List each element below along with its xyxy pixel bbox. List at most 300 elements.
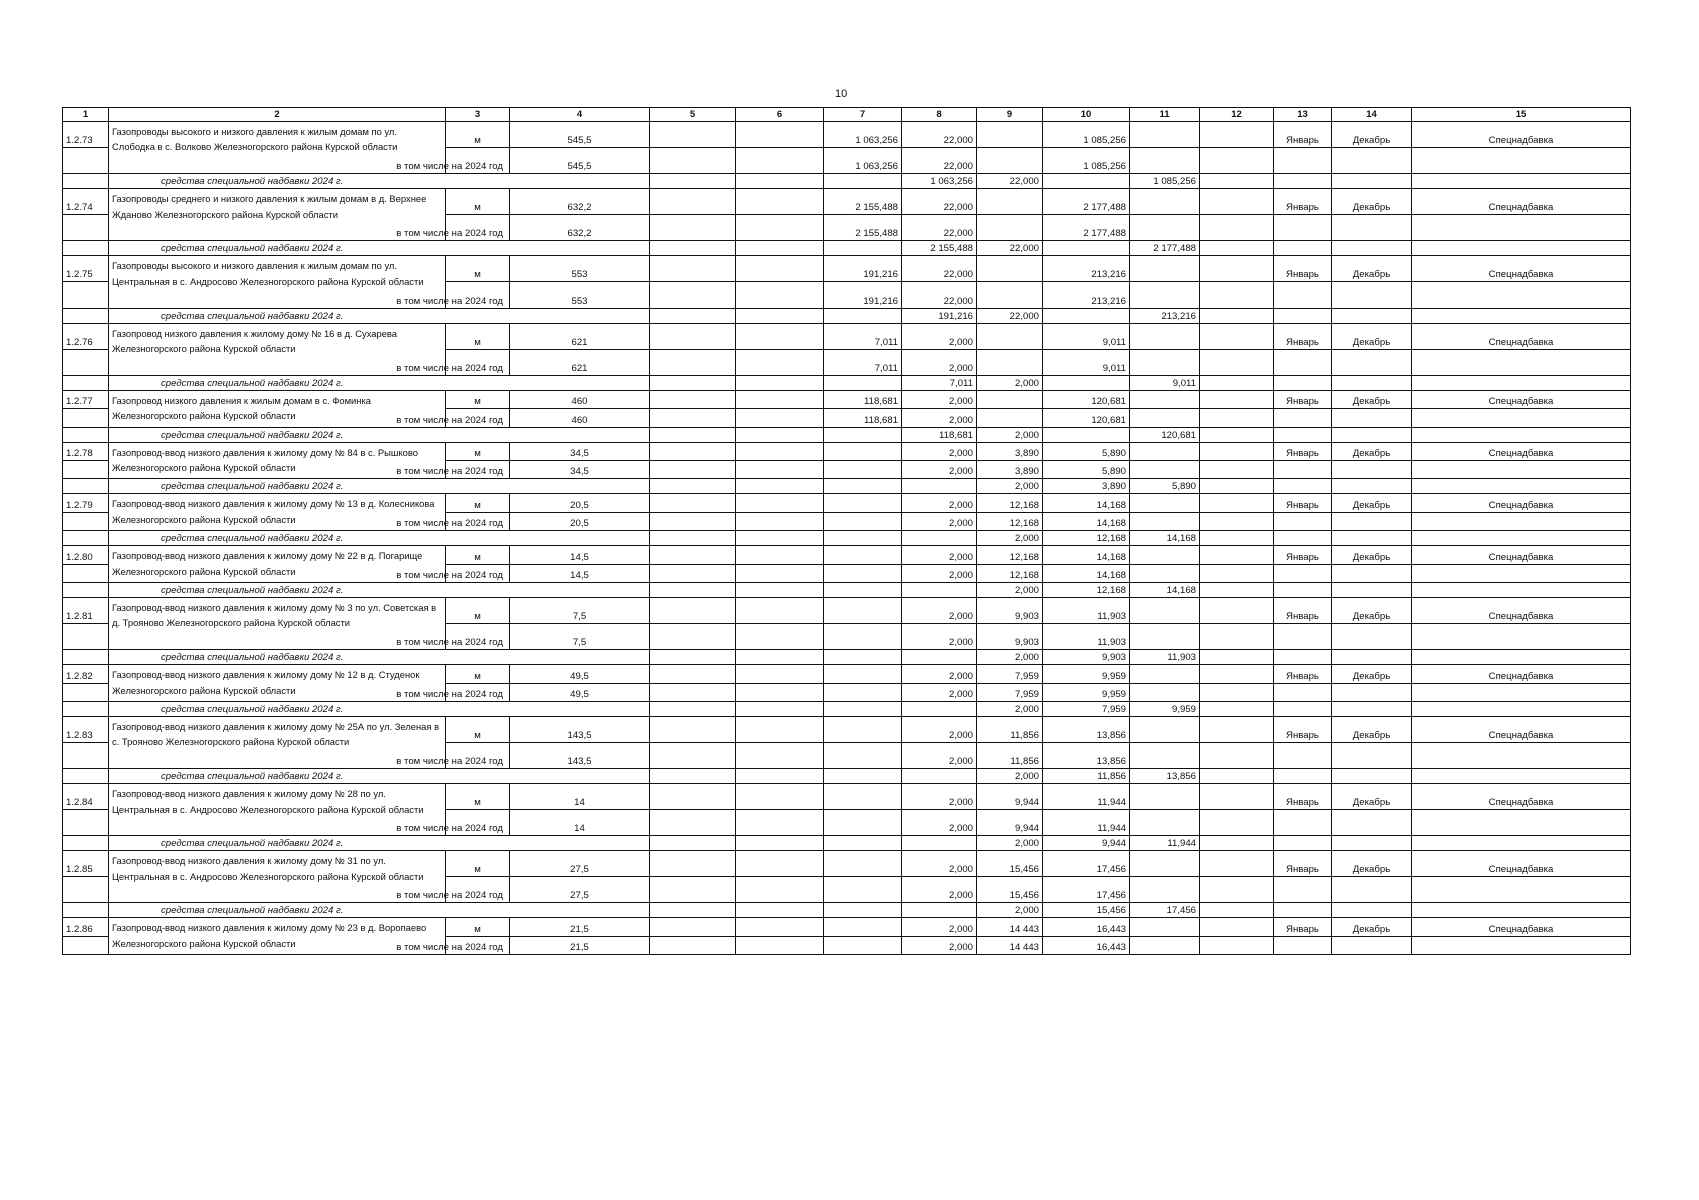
empty-cell xyxy=(1274,743,1332,769)
fund-col-7 xyxy=(902,836,977,851)
item-code: 1.2.75 xyxy=(63,256,109,282)
item-length: 621 xyxy=(510,323,650,349)
empty-cell xyxy=(1274,409,1332,427)
empty-cell xyxy=(1274,810,1332,836)
subtotal-label: в том числе на 2024 год xyxy=(446,282,510,308)
fund-col-9 xyxy=(1043,241,1130,256)
column-number: 14 xyxy=(1332,108,1412,122)
item-start-month: Январь xyxy=(1274,546,1332,564)
empty-cell xyxy=(736,189,824,215)
subtotal-col-8: 2,000 xyxy=(902,683,977,701)
item-col-8: 2,000 xyxy=(902,597,977,623)
item-name: Газопроводы высокого и низкого давления к жилым домам по ул. Слободка в с. Волково Железногорского района Курской области xyxy=(109,122,446,174)
empty-cell xyxy=(650,479,736,494)
empty-cell xyxy=(736,494,824,512)
empty-cell xyxy=(1332,375,1412,390)
empty-cell xyxy=(1332,460,1412,478)
subtotal-col-7 xyxy=(824,810,902,836)
empty-cell xyxy=(650,743,736,769)
table-row xyxy=(63,442,1631,460)
empty-cell xyxy=(1130,323,1200,349)
empty-cell xyxy=(1332,743,1412,769)
fund-col-7: 7,011 xyxy=(902,375,977,390)
empty-cell xyxy=(650,546,736,564)
empty-cell xyxy=(63,460,109,478)
subtotal-col-10: 5,890 xyxy=(1043,460,1130,478)
fund-col-7 xyxy=(902,701,977,716)
table-row-fund xyxy=(63,769,1631,784)
fund-label: средства специальной надбавки 2024 г. xyxy=(109,836,650,851)
item-col-8: 2,000 xyxy=(902,716,977,742)
empty-cell xyxy=(63,427,109,442)
empty-cell xyxy=(1412,903,1631,918)
empty-cell xyxy=(63,409,109,427)
empty-cell xyxy=(650,427,736,442)
item-col-8: 2,000 xyxy=(902,918,977,936)
item-name: Газопровод-ввод низкого давления к жилому дому № 28 по ул. Центральная в с. Андросово Железногорского района Курской области xyxy=(109,784,446,836)
subtotal-col-9: 3,890 xyxy=(977,460,1043,478)
empty-cell xyxy=(63,701,109,716)
item-source: Спецнадбавка xyxy=(1412,323,1631,349)
empty-cell xyxy=(1332,174,1412,189)
empty-cell xyxy=(1332,148,1412,174)
subtotal-col-9 xyxy=(977,349,1043,375)
item-col-10: 9,959 xyxy=(1043,665,1130,683)
subtotal-length: 49,5 xyxy=(510,683,650,701)
item-code: 1.2.84 xyxy=(63,784,109,810)
empty-cell xyxy=(1332,215,1412,241)
item-name: Газопровод-ввод низкого давления к жилому дому № 3 по ул. Советская в д. Трояново Железногорского района Курской области xyxy=(109,597,446,649)
empty-cell xyxy=(1200,918,1274,936)
empty-cell xyxy=(736,460,824,478)
empty-cell xyxy=(1332,701,1412,716)
empty-cell xyxy=(824,174,902,189)
subtotal-length: 14,5 xyxy=(510,564,650,582)
subtotal-label: в том числе на 2024 год xyxy=(446,564,510,582)
empty-cell xyxy=(1130,877,1200,903)
empty-cell xyxy=(63,282,109,308)
item-col-8: 2,000 xyxy=(902,665,977,683)
table-row-fund xyxy=(63,903,1631,918)
item-col-8: 2,000 xyxy=(902,323,977,349)
fund-col-10: 213,216 xyxy=(1130,308,1200,323)
empty-cell xyxy=(1200,624,1274,650)
item-source: Спецнадбавка xyxy=(1412,390,1631,408)
table-row xyxy=(63,256,1631,282)
item-start-month: Январь xyxy=(1274,665,1332,683)
item-unit: м xyxy=(446,665,510,683)
table-row xyxy=(63,494,1631,512)
item-length: 553 xyxy=(510,256,650,282)
empty-cell xyxy=(736,936,824,954)
empty-cell xyxy=(1332,308,1412,323)
item-col-9: 15,456 xyxy=(977,851,1043,877)
column-number-row xyxy=(63,108,1631,122)
empty-cell xyxy=(1274,683,1332,701)
empty-cell xyxy=(650,282,736,308)
item-source: Спецнадбавка xyxy=(1412,665,1631,683)
table-row xyxy=(63,546,1631,564)
empty-cell xyxy=(824,650,902,665)
empty-cell xyxy=(650,215,736,241)
subtotal-col-8: 2,000 xyxy=(902,810,977,836)
fund-col-7: 2 155,488 xyxy=(902,241,977,256)
empty-cell xyxy=(650,494,736,512)
empty-cell xyxy=(1332,769,1412,784)
empty-cell xyxy=(736,665,824,683)
empty-cell xyxy=(736,349,824,375)
table-row xyxy=(63,597,1631,623)
item-col-10: 13,856 xyxy=(1043,716,1130,742)
empty-cell xyxy=(1130,683,1200,701)
item-col-8: 22,000 xyxy=(902,256,977,282)
empty-cell xyxy=(63,174,109,189)
subtotal-length: 27,5 xyxy=(510,877,650,903)
empty-cell xyxy=(1130,122,1200,148)
fund-col-10: 2 177,488 xyxy=(1130,241,1200,256)
table-row-fund xyxy=(63,427,1631,442)
empty-cell xyxy=(1274,427,1332,442)
fund-col-8: 2,000 xyxy=(977,427,1043,442)
item-start-month: Январь xyxy=(1274,442,1332,460)
subtotal-length: 460 xyxy=(510,409,650,427)
empty-cell xyxy=(1200,148,1274,174)
item-col-10: 5,890 xyxy=(1043,442,1130,460)
item-start-month: Январь xyxy=(1274,597,1332,623)
table-row-fund xyxy=(63,531,1631,546)
subtotal-col-10: 11,903 xyxy=(1043,624,1130,650)
item-end-month: Декабрь xyxy=(1332,390,1412,408)
item-col-8: 2,000 xyxy=(902,546,977,564)
empty-cell xyxy=(63,215,109,241)
subtotal-col-8: 2,000 xyxy=(902,877,977,903)
empty-cell xyxy=(824,308,902,323)
fund-col-9: 3,890 xyxy=(1043,479,1130,494)
fund-label: средства специальной надбавки 2024 г. xyxy=(109,701,650,716)
fund-col-7: 118,681 xyxy=(902,427,977,442)
fund-col-9 xyxy=(1043,427,1130,442)
empty-cell xyxy=(1412,174,1631,189)
empty-cell xyxy=(1332,427,1412,442)
empty-cell xyxy=(736,174,824,189)
empty-cell xyxy=(63,743,109,769)
item-source: Спецнадбавка xyxy=(1412,189,1631,215)
item-col-9 xyxy=(977,256,1043,282)
empty-cell xyxy=(1274,512,1332,530)
fund-col-10: 13,856 xyxy=(1130,769,1200,784)
subtotal-col-10: 9,011 xyxy=(1043,349,1130,375)
subtotal-col-7 xyxy=(824,936,902,954)
item-source: Спецнадбавка xyxy=(1412,851,1631,877)
empty-cell xyxy=(1200,349,1274,375)
subtotal-col-8: 2,000 xyxy=(902,349,977,375)
empty-cell xyxy=(63,877,109,903)
empty-cell xyxy=(1130,743,1200,769)
empty-cell xyxy=(1130,936,1200,954)
empty-cell xyxy=(1130,148,1200,174)
column-number: 7 xyxy=(824,108,902,122)
fund-label: средства специальной надбавки 2024 г. xyxy=(109,174,650,189)
empty-cell xyxy=(1200,836,1274,851)
empty-cell xyxy=(736,701,824,716)
empty-cell xyxy=(63,375,109,390)
empty-cell xyxy=(1200,479,1274,494)
empty-cell xyxy=(1274,349,1332,375)
empty-cell xyxy=(1130,512,1200,530)
empty-cell xyxy=(1130,442,1200,460)
empty-cell xyxy=(736,308,824,323)
item-col-8: 22,000 xyxy=(902,122,977,148)
item-end-month: Декабрь xyxy=(1332,442,1412,460)
subtotal-label: в том числе на 2024 год xyxy=(446,512,510,530)
empty-cell xyxy=(1274,241,1332,256)
empty-cell xyxy=(1130,215,1200,241)
subtotal-label: в том числе на 2024 год xyxy=(446,148,510,174)
empty-cell xyxy=(824,375,902,390)
empty-cell xyxy=(63,624,109,650)
item-length: 143,5 xyxy=(510,716,650,742)
empty-cell xyxy=(824,903,902,918)
subtotal-col-9: 14 443 xyxy=(977,936,1043,954)
empty-cell xyxy=(1130,494,1200,512)
empty-cell xyxy=(650,624,736,650)
subtotal-col-10: 13,856 xyxy=(1043,743,1130,769)
empty-cell xyxy=(63,582,109,597)
subtotal-col-9: 9,944 xyxy=(977,810,1043,836)
column-number: 12 xyxy=(1200,108,1274,122)
empty-cell xyxy=(1412,701,1631,716)
fund-col-10: 5,890 xyxy=(1130,479,1200,494)
investment-table xyxy=(62,107,1631,955)
empty-cell xyxy=(1200,877,1274,903)
item-code: 1.2.74 xyxy=(63,189,109,215)
empty-cell xyxy=(1412,148,1631,174)
empty-cell xyxy=(1274,174,1332,189)
item-code: 1.2.82 xyxy=(63,665,109,683)
empty-cell xyxy=(1200,784,1274,810)
empty-cell xyxy=(736,683,824,701)
empty-cell xyxy=(1332,282,1412,308)
empty-cell xyxy=(1332,810,1412,836)
subtotal-col-7: 191,216 xyxy=(824,282,902,308)
empty-cell xyxy=(824,769,902,784)
empty-cell xyxy=(650,936,736,954)
fund-col-9 xyxy=(1043,375,1130,390)
empty-cell xyxy=(1130,918,1200,936)
empty-cell xyxy=(650,122,736,148)
item-start-month: Январь xyxy=(1274,189,1332,215)
item-col-10: 14,168 xyxy=(1043,494,1130,512)
subtotal-col-10: 17,456 xyxy=(1043,877,1130,903)
empty-cell xyxy=(63,836,109,851)
item-unit: м xyxy=(446,784,510,810)
item-end-month: Декабрь xyxy=(1332,546,1412,564)
item-end-month: Декабрь xyxy=(1332,716,1412,742)
fund-col-9: 9,944 xyxy=(1043,836,1130,851)
empty-cell xyxy=(1200,597,1274,623)
subtotal-label: в том числе на 2024 год xyxy=(446,349,510,375)
empty-cell xyxy=(824,701,902,716)
subtotal-col-10: 11,944 xyxy=(1043,810,1130,836)
subtotal-col-9: 11,856 xyxy=(977,743,1043,769)
item-unit: м xyxy=(446,189,510,215)
empty-cell xyxy=(1274,479,1332,494)
empty-cell xyxy=(1274,701,1332,716)
item-col-8: 22,000 xyxy=(902,189,977,215)
empty-cell xyxy=(1200,409,1274,427)
item-name: Газопровод-ввод низкого давления к жилому дому № 25А по ул. Зеленая в с. Трояново Железногорского района Курской области xyxy=(109,716,446,768)
item-start-month: Январь xyxy=(1274,784,1332,810)
subtotal-col-7: 7,011 xyxy=(824,349,902,375)
empty-cell xyxy=(1274,148,1332,174)
item-start-month: Январь xyxy=(1274,918,1332,936)
empty-cell xyxy=(1200,256,1274,282)
item-name: Газопровод-ввод низкого давления к жилому дому № 22 в д. Погарище Железногорского района Курской области xyxy=(109,546,446,583)
item-source: Спецнадбавка xyxy=(1412,918,1631,936)
empty-cell xyxy=(63,810,109,836)
item-length: 49,5 xyxy=(510,665,650,683)
subtotal-col-8: 22,000 xyxy=(902,282,977,308)
item-unit: м xyxy=(446,442,510,460)
empty-cell xyxy=(824,241,902,256)
fund-col-8: 2,000 xyxy=(977,836,1043,851)
item-start-month: Январь xyxy=(1274,323,1332,349)
item-name: Газопровод низкого давления к жилым домам в с. Фоминка Железногорского района Курской области xyxy=(109,390,446,427)
fund-label: средства специальной надбавки 2024 г. xyxy=(109,650,650,665)
empty-cell xyxy=(1332,479,1412,494)
fund-label: средства специальной надбавки 2024 г. xyxy=(109,308,650,323)
fund-label: средства специальной надбавки 2024 г. xyxy=(109,427,650,442)
item-end-month: Декабрь xyxy=(1332,851,1412,877)
empty-cell xyxy=(736,122,824,148)
empty-cell xyxy=(650,442,736,460)
empty-cell xyxy=(1200,650,1274,665)
empty-cell xyxy=(736,769,824,784)
item-length: 21,5 xyxy=(510,918,650,936)
subtotal-col-8: 22,000 xyxy=(902,215,977,241)
table-row-fund xyxy=(63,836,1631,851)
item-name: Газопровод низкого давления к жилому дому № 16 в д. Сухарева Железногорского района Курской области xyxy=(109,323,446,375)
empty-cell xyxy=(1200,743,1274,769)
empty-cell xyxy=(1200,582,1274,597)
item-col-10: 9,011 xyxy=(1043,323,1130,349)
subtotal-col-7 xyxy=(824,743,902,769)
item-end-month: Декабрь xyxy=(1332,784,1412,810)
empty-cell xyxy=(1274,215,1332,241)
table-row xyxy=(63,716,1631,742)
empty-cell xyxy=(1200,903,1274,918)
subtotal-col-8: 2,000 xyxy=(902,564,977,582)
empty-cell xyxy=(1200,174,1274,189)
item-col-8: 2,000 xyxy=(902,494,977,512)
empty-cell xyxy=(650,582,736,597)
empty-cell xyxy=(650,810,736,836)
empty-cell xyxy=(1274,769,1332,784)
subtotal-col-10: 1 085,256 xyxy=(1043,148,1130,174)
item-length: 14,5 xyxy=(510,546,650,564)
subtotal-col-8: 2,000 xyxy=(902,936,977,954)
fund-label: средства специальной надбавки 2024 г. xyxy=(109,375,650,390)
empty-cell xyxy=(63,564,109,582)
empty-cell xyxy=(1200,122,1274,148)
item-source: Спецнадбавка xyxy=(1412,494,1631,512)
subtotal-col-10: 2 177,488 xyxy=(1043,215,1130,241)
empty-cell xyxy=(63,512,109,530)
column-number: 9 xyxy=(977,108,1043,122)
empty-cell xyxy=(1412,582,1631,597)
item-col-7 xyxy=(824,784,902,810)
empty-cell xyxy=(1274,564,1332,582)
subtotal-col-10: 14,168 xyxy=(1043,512,1130,530)
fund-col-9: 11,856 xyxy=(1043,769,1130,784)
empty-cell xyxy=(1130,390,1200,408)
empty-cell xyxy=(736,323,824,349)
fund-col-9: 12,168 xyxy=(1043,531,1130,546)
item-col-7 xyxy=(824,716,902,742)
empty-cell xyxy=(63,650,109,665)
item-name: Газопровод-ввод низкого давления к жилому дому № 23 в д. Воропаево Железногорского района Курской области xyxy=(109,918,446,955)
subtotal-col-10: 213,216 xyxy=(1043,282,1130,308)
empty-cell xyxy=(1332,409,1412,427)
subtotal-col-7 xyxy=(824,512,902,530)
item-source: Спецнадбавка xyxy=(1412,716,1631,742)
column-number: 2 xyxy=(109,108,446,122)
subtotal-length: 545,5 xyxy=(510,148,650,174)
item-name: Газопроводы среднего и низкого давления к жилым домам в д. Верхнее Жданово Железногорского района Курской области xyxy=(109,189,446,241)
fund-col-8: 2,000 xyxy=(977,582,1043,597)
item-length: 34,5 xyxy=(510,442,650,460)
empty-cell xyxy=(1412,349,1631,375)
empty-cell xyxy=(1412,650,1631,665)
empty-cell xyxy=(1130,349,1200,375)
empty-cell xyxy=(1412,531,1631,546)
fund-col-7 xyxy=(902,650,977,665)
empty-cell xyxy=(736,442,824,460)
subtotal-col-8: 2,000 xyxy=(902,512,977,530)
empty-cell xyxy=(63,308,109,323)
empty-cell xyxy=(1130,784,1200,810)
empty-cell xyxy=(1200,241,1274,256)
subtotal-label: в том числе на 2024 год xyxy=(446,877,510,903)
empty-cell xyxy=(650,877,736,903)
item-col-9: 14 443 xyxy=(977,918,1043,936)
item-col-7 xyxy=(824,442,902,460)
item-unit: м xyxy=(446,546,510,564)
empty-cell xyxy=(1200,665,1274,683)
item-col-7: 7,011 xyxy=(824,323,902,349)
empty-cell xyxy=(1412,624,1631,650)
item-length: 545,5 xyxy=(510,122,650,148)
fund-col-9: 9,903 xyxy=(1043,650,1130,665)
empty-cell xyxy=(1412,460,1631,478)
empty-cell xyxy=(650,390,736,408)
item-col-9: 9,944 xyxy=(977,784,1043,810)
empty-cell xyxy=(1412,215,1631,241)
empty-cell xyxy=(650,665,736,683)
subtotal-col-8: 2,000 xyxy=(902,743,977,769)
column-number: 4 xyxy=(510,108,650,122)
item-length: 20,5 xyxy=(510,494,650,512)
empty-cell xyxy=(1200,390,1274,408)
fund-col-8: 2,000 xyxy=(977,701,1043,716)
empty-cell xyxy=(736,512,824,530)
item-name: Газопровод-ввод низкого давления к жилому дому № 12 в д. Студенок Железногорского района Курской области xyxy=(109,665,446,702)
empty-cell xyxy=(824,836,902,851)
fund-col-10: 14,168 xyxy=(1130,531,1200,546)
empty-cell xyxy=(650,769,736,784)
fund-col-10: 17,456 xyxy=(1130,903,1200,918)
empty-cell xyxy=(650,597,736,623)
